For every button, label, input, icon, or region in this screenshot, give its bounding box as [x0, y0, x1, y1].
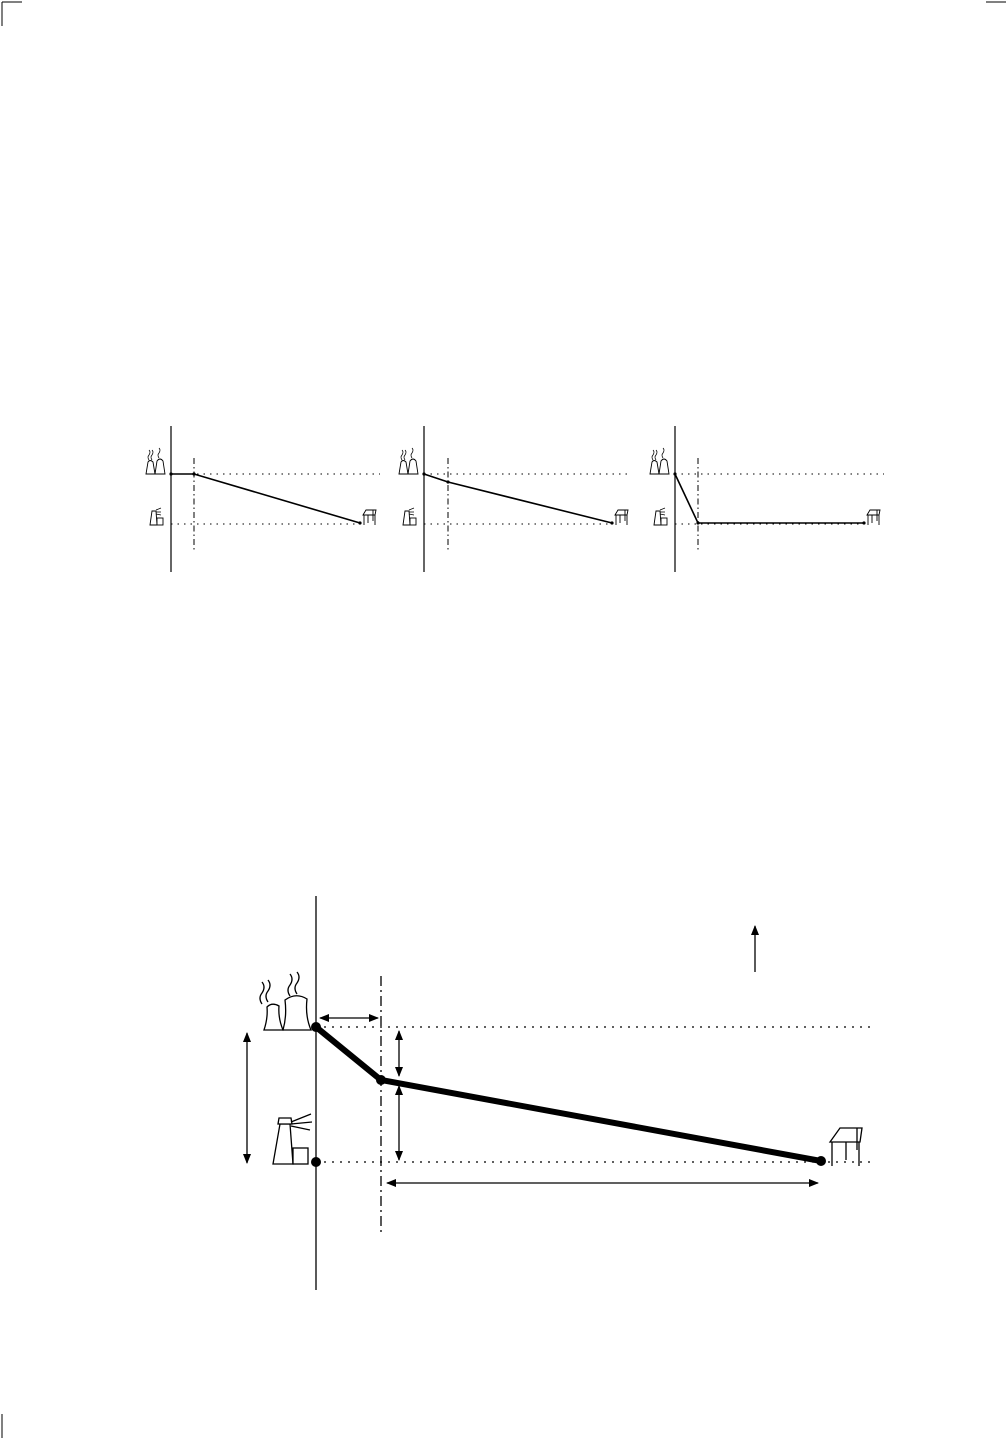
detail-path	[316, 1027, 821, 1161]
panel-a-end-point	[358, 521, 361, 524]
panel-b-start-point	[422, 472, 425, 475]
chimney-factory-icon	[150, 508, 163, 525]
detail-diagram	[247, 896, 872, 1290]
panel-b	[399, 426, 632, 572]
chimney-factory-icon	[403, 508, 416, 525]
chimney-factory-icon	[273, 1114, 312, 1164]
chimney-factory-icon	[654, 508, 667, 525]
cooling-towers-icon	[399, 448, 418, 474]
panel-a-bend-point	[192, 472, 195, 475]
panel-b-path	[424, 474, 612, 523]
detail-start-point	[311, 1022, 321, 1032]
panel-a-start-point	[169, 472, 172, 475]
panel-a	[146, 426, 380, 572]
table-icon	[363, 510, 376, 525]
cooling-towers-icon	[650, 448, 669, 474]
panel-c-end-point	[862, 521, 865, 524]
detail-bend-point	[376, 1075, 386, 1085]
panel-b-end-point	[610, 521, 613, 524]
panel-a-path	[171, 474, 360, 523]
table-icon	[867, 510, 880, 525]
page-corner-marks	[2, 2, 1006, 1438]
panel-c-path	[675, 474, 864, 523]
panel-c	[650, 426, 884, 572]
cooling-towers-icon	[146, 448, 165, 474]
detail-lower-start-point	[311, 1157, 321, 1167]
panel-b-bend-point	[446, 480, 449, 483]
cooling-towers-icon	[260, 972, 311, 1030]
detail-end-point	[816, 1156, 826, 1166]
table-icon	[615, 510, 628, 525]
table-icon	[830, 1128, 862, 1166]
panel-c-bend-point	[696, 521, 699, 524]
panel-c-start-point	[673, 472, 676, 475]
